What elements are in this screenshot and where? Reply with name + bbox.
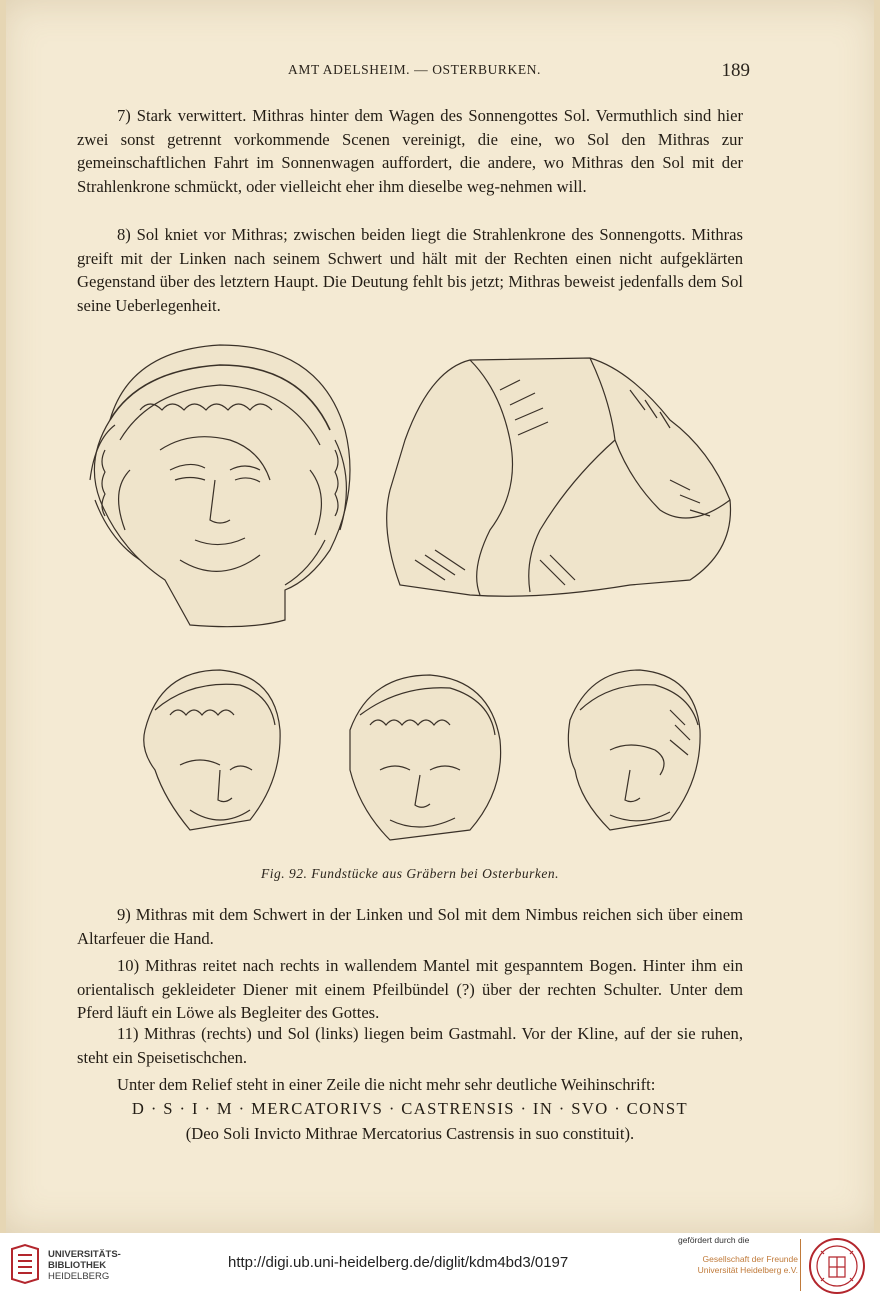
inscription-text: D · S · I · M · MERCATORIVS · CASTRENSIS · IN · SVO · CONST bbox=[131, 1099, 689, 1118]
page-edge-left bbox=[0, 0, 6, 1233]
sponsor-label: gefördert durch die bbox=[678, 1235, 750, 1245]
figure-92 bbox=[70, 330, 760, 860]
small-head-3-drawing bbox=[568, 670, 700, 830]
running-head-title: AMT ADELSHEIM. — OSTERBURKEN. bbox=[288, 62, 542, 77]
small-head-1-drawing bbox=[144, 670, 280, 830]
paragraph-9: 9) Mithras mit dem Schwert in der Linken und Sol mit dem Nimbus reichen sich über einem Altarfeuer die Hand. bbox=[77, 905, 743, 948]
inscription-translation: (Deo Soli Invicto Mithrae Mercatorius Castrensis in suo constituit). bbox=[185, 1124, 635, 1143]
sponsor-block[interactable] bbox=[678, 1235, 798, 1276]
university-seal-icon[interactable] bbox=[808, 1237, 866, 1295]
sponsor-org-line2: Universität Heidelberg e.V. bbox=[697, 1265, 798, 1275]
sponsor-org-line1: Gesellschaft der Freunde bbox=[702, 1254, 798, 1264]
figure-caption: Fig. 92. Fundstücke aus Gräbern bei Osterburken. bbox=[260, 866, 560, 881]
library-logo-icon[interactable] bbox=[8, 1243, 42, 1285]
library-name-line2: BIBLIOTHEK bbox=[48, 1260, 107, 1271]
library-name[interactable] bbox=[48, 1249, 121, 1282]
page-number: 189 bbox=[721, 60, 750, 81]
paragraph-7: 7) Stark verwittert. Mithras hinter dem Wagen des Sonnengottes Sol. Vermuthlich sind hier zwei sonst getrennt vorkommende Scenen vereinigt, die eine, wo Sol den Mithras zur gemeinschaftlichen Fahrt im Sonnenwagen auffordert, die andere, wo Mithras den Sol mit der Strahlenkrone schmückt, oder vielleicht eher ihm dieselbe weg-nehmen will. bbox=[77, 106, 743, 196]
paragraph-inscription-intro: Unter dem Relief steht in einer Zeile die nicht mehr sehr deutliche Weihinschrift: bbox=[117, 1075, 656, 1094]
footer-divider bbox=[800, 1239, 801, 1291]
figure-illustration bbox=[70, 330, 760, 860]
permalink-url[interactable]: http://digi.ub.uni-heidelberg.de/diglit/kdm4bd3/0197 bbox=[228, 1254, 569, 1271]
library-name-line1: UNIVERSITÄTS- bbox=[48, 1249, 121, 1260]
footer-bar bbox=[0, 1233, 880, 1297]
stone-fragment-drawing bbox=[387, 358, 731, 596]
paragraph-10: 10) Mithras reitet nach rechts in wallendem Mantel mit gespanntem Bogen. Hinter ihm ein orientalisch gekleideter Diener mit einem Pfeilbündel (?) über der rechten Schulter. Unter dem Pferd läuft ein Löwe als Begleiter des Gottes. bbox=[77, 956, 743, 1022]
running-head bbox=[70, 60, 750, 84]
library-name-line3: HEIDELBERG bbox=[48, 1271, 110, 1282]
small-head-2-drawing bbox=[350, 675, 501, 840]
paragraph-8: 8) Sol kniet vor Mithras; zwischen beiden liegt die Strahlenkrone des Sonnengotts. Mithras greift mit der Linken nach seinem Schwert und hält mit der Rechten einen nicht aufgeklärten Gegenstand über des letztern Haupt. Die Deutung fehlt bis jetzt; Mithras beweist jedenfalls dem Sol seine Ueberlegenheit. bbox=[77, 225, 743, 315]
page-edge-right bbox=[874, 0, 880, 1233]
large-head-drawing bbox=[90, 345, 350, 627]
paragraph-11: 11) Mithras (rechts) und Sol (links) liegen beim Gastmahl. Vor der Kline, auf der sie ruhen, steht ein Speisetischchen. bbox=[77, 1024, 743, 1067]
